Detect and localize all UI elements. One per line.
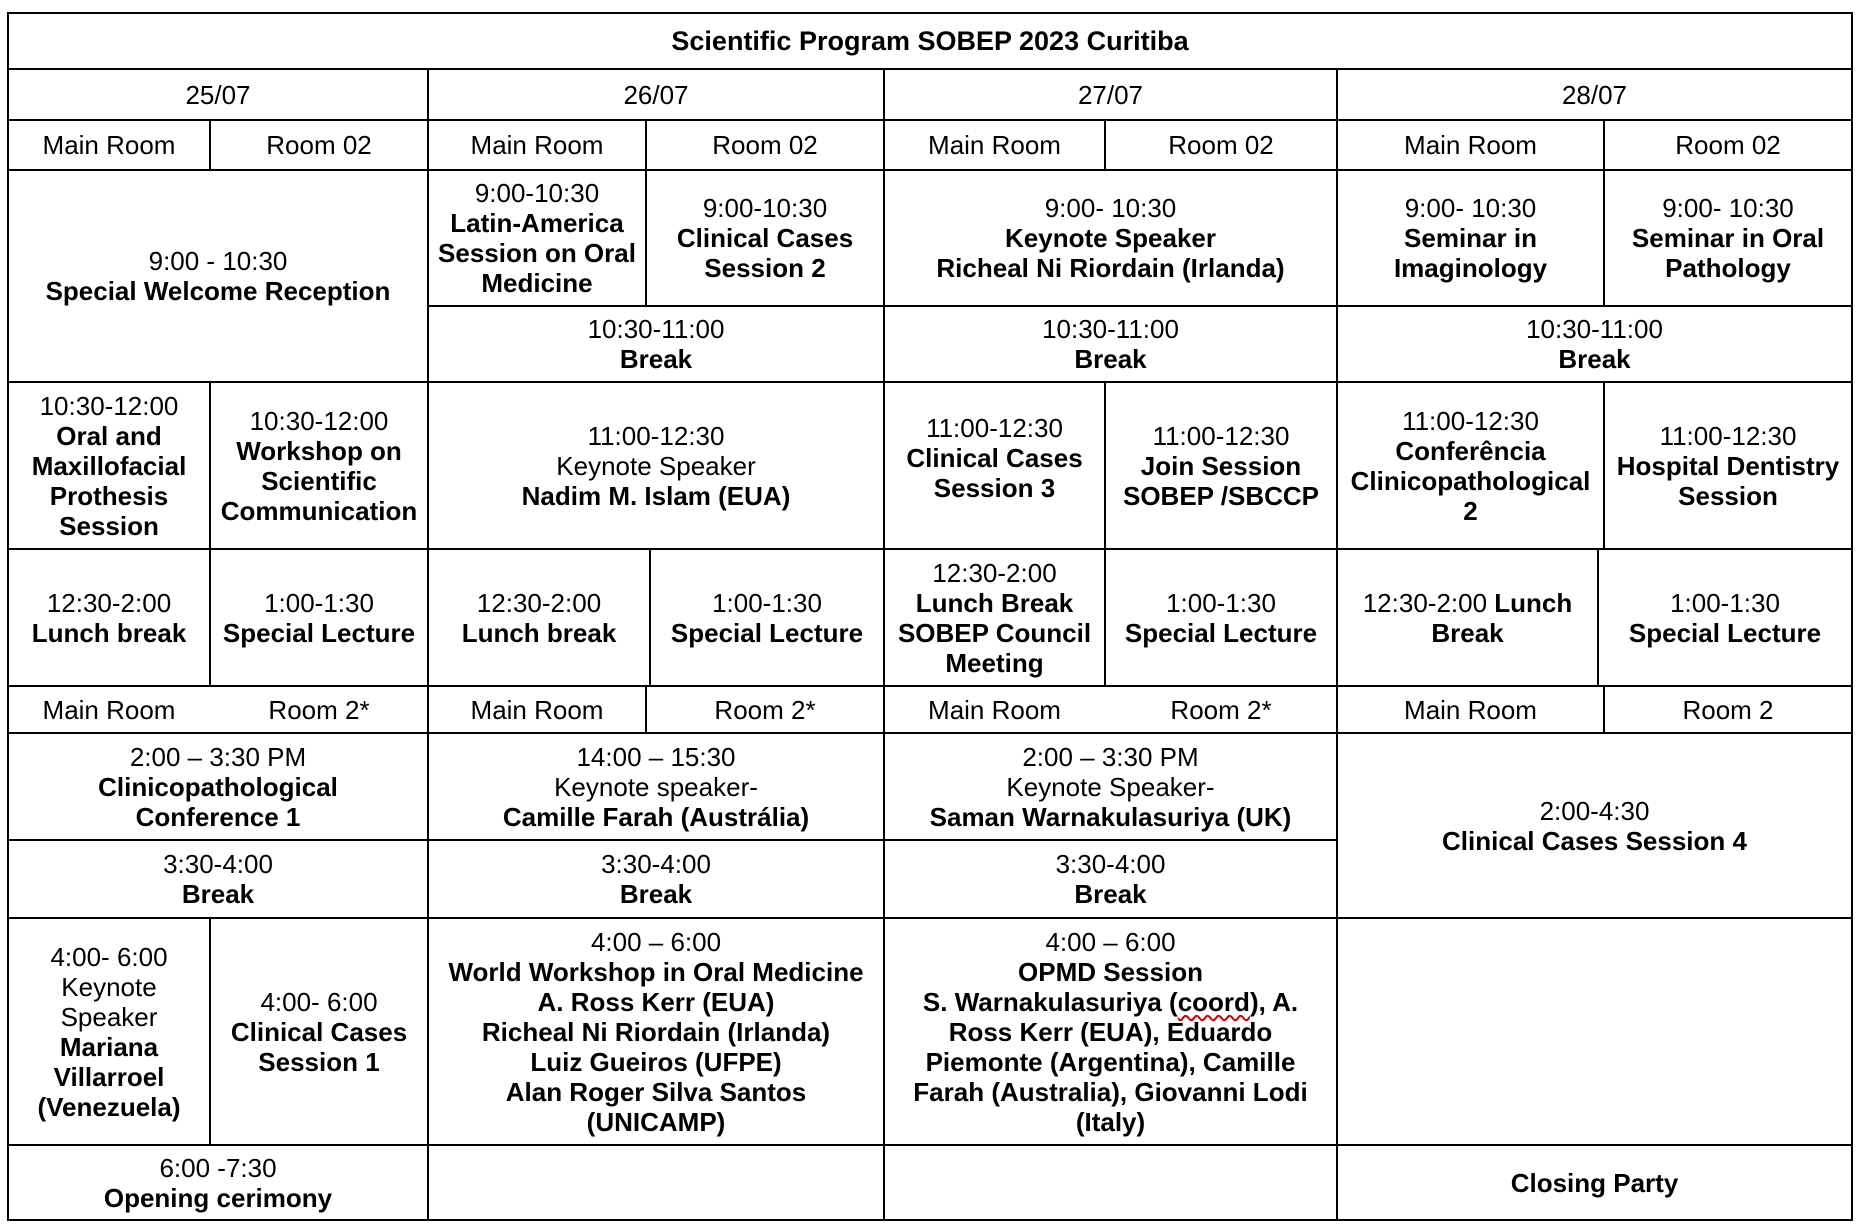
session-closing-party — [1337, 1145, 1852, 1220]
program-title — [8, 13, 1852, 69]
cell-line: Clinicopathological — [1350, 465, 1591, 496]
room-header-pm-d2-main: Main Room — [470, 694, 604, 725]
lunch-council-meeting-d3 — [884, 549, 1105, 686]
cell-line: Special Lecture — [1628, 617, 1822, 648]
cell-line: Imaginology — [1393, 253, 1548, 283]
special-lecture-d3 — [1105, 549, 1337, 686]
cell-line: 9:00- 10:30 — [1044, 193, 1177, 223]
session-clinicopathological-conference-1 — [8, 733, 428, 840]
cell-line: 10:30-12:00 — [249, 405, 389, 436]
cell-line: Meeting — [945, 647, 1044, 678]
cell-line: Session on Oral — [438, 238, 636, 268]
cell-line: 4:00 – 6:00 — [590, 926, 722, 957]
cell-line: 3:30-4:00 — [163, 849, 273, 879]
special-lecture-d2 — [650, 549, 884, 686]
room-header-d3-room2: Room 02 — [1168, 130, 1274, 160]
cell-line: Break — [619, 879, 693, 909]
cell-line: Break — [1074, 344, 1147, 374]
cell-line: 2:00-4:30 — [1539, 795, 1650, 826]
cell-line: 10:30-11:00 — [1526, 314, 1663, 344]
special-lecture-d1 — [210, 549, 428, 686]
cell-line: Lunch break — [31, 617, 187, 648]
empty-cell-d3-night — [884, 1145, 1337, 1220]
cell-line: 1:00-1:30 — [1166, 587, 1276, 618]
room-header-pm-d4-main: Main Room — [1404, 694, 1537, 725]
cell-line: Break — [619, 344, 693, 374]
cell-line: 11:00-12:30 — [1402, 405, 1539, 436]
room-header-d4-room2: Room 02 — [1675, 130, 1781, 160]
cell-line: 9:00- 10:30 — [1662, 193, 1794, 223]
cell-line: (Venezuela) — [37, 1091, 181, 1122]
room-header-pm-d3-main: Main Room — [928, 694, 1061, 725]
cell-line: 6:00 -7:30 — [159, 1152, 277, 1183]
break-d1-afternoon — [8, 840, 428, 918]
session-keynote-villarroel — [8, 918, 210, 1145]
cell-line: Join Session — [1140, 450, 1302, 481]
cell-line: Oral and — [56, 420, 162, 451]
cell-line: Conference 1 — [135, 801, 301, 832]
cell-line: Session 1 — [258, 1046, 380, 1077]
cell-line: SOBEP Council — [897, 617, 1092, 648]
cell-line: Clinical Cases — [906, 442, 1083, 473]
break-d2-morning — [428, 306, 884, 382]
day-header-28-07: 28/07 — [1561, 79, 1628, 110]
day-header-25-07: 25/07 — [185, 79, 251, 110]
room-header-pm-d1-room2: Room 2* — [268, 694, 370, 725]
room-header-pm-d1-main: Main Room — [42, 694, 176, 725]
cell-line: 2:00 – 3:30 PM — [1022, 741, 1199, 772]
cell-line: Nadim M. Islam (EUA) — [521, 480, 791, 511]
session-conferencia-clinicopathological-2 — [1337, 382, 1604, 549]
cell-line: Special Lecture — [1124, 617, 1318, 648]
cell-line: 3:30-4:00 — [601, 849, 711, 879]
cell-line: Keynote — [61, 971, 157, 1002]
cell-line: 3:30-4:00 — [1055, 849, 1166, 879]
session-latin-america — [428, 170, 646, 306]
cell-line: 11:00-12:30 — [1152, 420, 1290, 451]
cell-line: Clinical Cases Session 4 — [1442, 825, 1747, 856]
empty-cell-d2-night — [428, 1145, 884, 1220]
cell-line: World Workshop in Oral Medicine — [448, 956, 864, 987]
cell-line: SOBEP /SBCCP — [1122, 480, 1319, 511]
session-opening-ceremony — [8, 1145, 428, 1220]
cell-line: Mariana — [59, 1031, 159, 1062]
session-clinical-cases-3 — [884, 382, 1105, 533]
cell-line: Scientific — [261, 465, 377, 496]
session-clinical-cases-1 — [210, 918, 428, 1145]
session-join-sobep-sbccp — [1105, 382, 1337, 549]
cell-line: 9:00-10:30 — [474, 178, 600, 208]
session-maxillofacial-prosthesis — [8, 382, 210, 549]
cell-line: Closing Party — [1510, 1167, 1679, 1198]
cell-line: Seminar in Oral — [1631, 223, 1825, 253]
cell-line: 9:00 - 10:30 — [148, 246, 288, 276]
cell-line: Clinical Cases — [676, 223, 854, 253]
cell-line: 9:00-10:30 — [702, 193, 828, 223]
room-header-d1-main: Main Room — [42, 130, 176, 160]
special-lecture-d4 — [1598, 549, 1852, 686]
cell-line: A. Ross Kerr (EUA) — [537, 986, 775, 1017]
cell-line: Break — [181, 879, 255, 909]
cell-line: Speaker — [60, 1001, 158, 1032]
cell-line: 2:00 – 3:30 PM — [129, 741, 307, 772]
session-keynote-islam — [428, 382, 884, 549]
break-d4-morning — [1337, 306, 1852, 382]
cell-line: Special Welcome Reception — [45, 276, 391, 306]
cell-line: 12:30-2:00 — [932, 557, 1057, 588]
cell-line: 11:00-12:30 — [587, 420, 725, 451]
session-seminar-oral-pathology — [1604, 170, 1852, 306]
session-clinical-cases-4 — [1337, 733, 1852, 918]
cell-line: 1:00-1:30 — [264, 587, 374, 618]
room-header-d2-room2: Room 02 — [712, 130, 818, 160]
cell-line: Camille Farah (Austrália) — [502, 801, 810, 832]
cell-line: Medicine — [481, 268, 593, 298]
session-workshop-scientific-communication — [210, 382, 428, 549]
day-header-27-07: 27/07 — [1077, 79, 1144, 110]
room-header-d2-main: Main Room — [470, 130, 604, 160]
cell-line: Richeal Ni Riordain (Irlanda) — [481, 1016, 831, 1047]
cell-line: 4:00- 6:00 — [50, 941, 168, 972]
cell-line: (UNICAMP) — [586, 1106, 726, 1137]
cell-line: Session — [59, 510, 159, 541]
cell-line: Keynote Speaker — [1005, 223, 1216, 253]
cell-line: 12:30-2:00 — [476, 587, 602, 618]
cell-line: Lunch Break — [915, 587, 1074, 618]
cell-line: Luiz Gueiros (UFPE) — [530, 1046, 782, 1077]
session-clinical-cases-2 — [646, 170, 884, 306]
lunch-d1 — [8, 549, 210, 686]
room-header-d1-room2: Room 02 — [266, 130, 372, 160]
cell-line: 11:00-12:30 — [926, 412, 1063, 443]
cell-line: Communication — [220, 495, 418, 526]
session-seminar-imaginology — [1337, 170, 1604, 306]
cell-line: Session — [1678, 480, 1778, 511]
cell-line: 9:00- 10:30 — [1404, 193, 1537, 223]
cell-line: 4:00- 6:00 — [260, 986, 378, 1017]
cell-line: Break — [1074, 879, 1147, 909]
session-opmd: 4:00 – 6:00 OPMD Session S. Warnakulasuriya (coord), A. Ross Kerr (EUA), Eduardo Piemonte (Argentina), Camille Farah (Australia), Giovanni Lodi (Italy) — [913, 926, 1308, 1137]
cell-line: Keynote Speaker — [556, 450, 756, 481]
cell-line: Alan Roger Silva Santos — [505, 1076, 807, 1107]
cell-line: Pathology — [1665, 253, 1791, 283]
cell-line: Lunch break — [461, 617, 617, 648]
room-header-pm-d3-room2: Room 2* — [1170, 694, 1272, 725]
room-header-pm-d2-room2: Room 2* — [714, 694, 816, 725]
lunch-d2 — [428, 549, 650, 686]
cell-line: Break — [1558, 344, 1631, 374]
cell-line: 10:30-12:00 — [39, 390, 179, 421]
cell-line: 12:30-2:00 — [46, 587, 172, 618]
session-keynote-farah — [428, 733, 884, 840]
cell-line: Session 3 — [933, 472, 1056, 503]
empty-cell-d4-evening — [1337, 918, 1852, 1145]
cell-line: Hospital Dentistry — [1616, 450, 1840, 481]
cell-line: Special Lecture — [670, 617, 864, 648]
cell-line: 11:00-12:30 — [1659, 420, 1797, 451]
cell-line: 10:30-11:00 — [587, 314, 725, 344]
break-d3-morning — [884, 306, 1337, 382]
cell-line: Clinicopathological — [98, 771, 338, 802]
cell-line: Session 2 — [704, 253, 826, 283]
cell-line: Special Lecture — [222, 617, 416, 648]
cell-line: 1:00-1:30 — [1670, 587, 1780, 618]
cell-line: Clinical Cases — [230, 1016, 408, 1047]
cell-line: Keynote Speaker- — [1006, 771, 1215, 802]
session-keynote-riordain — [884, 170, 1337, 306]
cell-line: Conferência — [1395, 435, 1546, 466]
cell-line: Maxillofacial — [31, 450, 187, 481]
program-title-text: Scientific Program SOBEP 2023 Curitiba — [671, 26, 1189, 56]
session-keynote-warnakulasuriya — [884, 733, 1337, 840]
cell-line: Villarroel — [53, 1061, 165, 1092]
session-world-workshop-oral-medicine — [428, 918, 884, 1145]
break-d2-afternoon — [428, 840, 884, 918]
cell-line: Saman Warnakulasuriya (UK) — [929, 801, 1292, 832]
spellcheck-underline: coord — [1177, 986, 1250, 1017]
cell-line: Seminar in — [1404, 223, 1537, 253]
room-header-d3-main: Main Room — [928, 130, 1061, 160]
cell-line: 1:00-1:30 — [712, 587, 822, 618]
lunch-d4: 12:30-2:00 Lunch Break — [1362, 587, 1573, 648]
session-hospital-dentistry — [1604, 382, 1852, 549]
break-d3-afternoon — [884, 840, 1337, 918]
cell-line: Richeal Ni Riordain (Irlanda) — [936, 253, 1285, 283]
room-header-d4-main: Main Room — [1404, 130, 1537, 160]
room-header-pm-d4-room2: Room 2 — [1682, 694, 1774, 725]
cell-line: Latin-America — [450, 208, 624, 238]
cell-line: Workshop on — [236, 435, 402, 466]
cell-line: Opening cerimony — [103, 1182, 333, 1213]
cell-line: Keynote speaker- — [554, 771, 758, 802]
cell-line: 10:30-11:00 — [1042, 314, 1179, 344]
session-welcome-reception — [8, 170, 428, 382]
cell-line: Prothesis — [49, 480, 169, 511]
cell-line: 2 — [1463, 495, 1478, 526]
day-header-26-07: 26/07 — [623, 79, 689, 110]
cell-line: 14:00 – 15:30 — [576, 741, 736, 772]
